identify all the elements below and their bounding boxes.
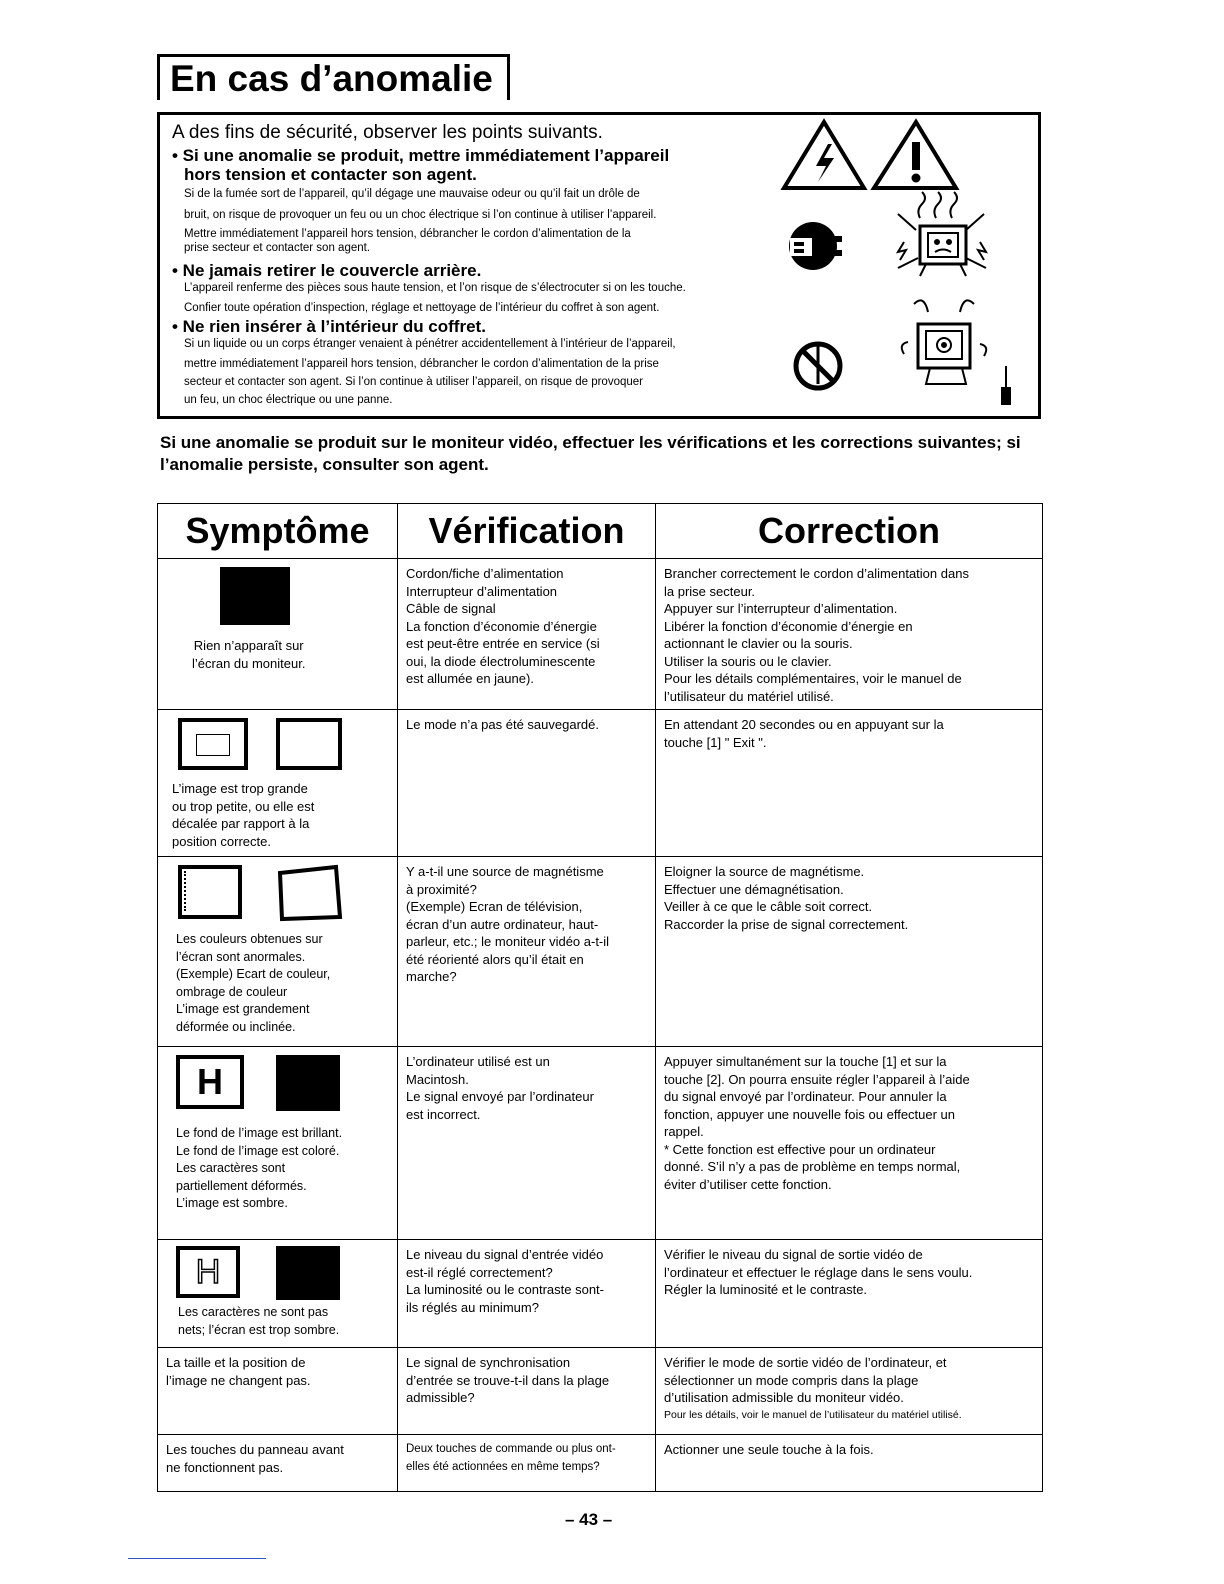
table-row [158,1348,1043,1435]
correction-cell [656,857,1043,1047]
verification-cell [398,857,656,1047]
warning-1-body-line: Mettre immédiatement l’appareil hors tension, débrancher le cordon d’alimentation de la [184,228,631,240]
caution-warning-icon [874,122,956,188]
verification-text: Le mode n’a pas été sauvegardé. [406,717,599,732]
warning-1-body-line: Si de la fumée sort de l’appareil, qu’il dégage une mauvaise odeur ou qu’il fait un drôle de [184,188,640,200]
symptom-cell [158,559,398,710]
verification-cell [398,1348,656,1435]
warning-1-body-line: prise secteur et contacter son agent. [184,242,371,254]
warning-2-heading: • Ne jamais retirer le couvercle arrière. [172,261,482,280]
tilted-image-screen-icon [274,863,344,923]
black-screen-icon [220,567,290,625]
warning-3-heading: • Ne rien insérer à l’intérieur du coffret. [172,317,486,336]
troubleshooting-table [157,503,1043,1492]
symptom-cell [158,1240,398,1348]
smoking-monitor-icon [898,192,986,276]
blurry-characters-h-icon: H [176,1246,240,1298]
safety-intro: A des fins de sécurité, observer les points suivants. [172,122,603,143]
table-row [158,1047,1043,1240]
page-title: En cas d’anomalie [170,58,493,99]
symptom-text: Les couleurs obtenues sur l’écran sont anormales. (Exemple) Ecart de couleur, ombrage de couleur L’image est grandement déformée ou inclinée. [176,932,331,1034]
symptom-text: L’image est trop grande ou trop petite, ou elle est décalée par rapport à la position correcte. [172,781,315,849]
bright-background-h-icon: H [176,1055,244,1109]
symptom-text: Les caractères ne sont pas nets; l’écran est trop sombre. [178,1305,340,1337]
table-row [158,710,1043,857]
symptom-cell [158,857,398,1047]
warning-3-body-line: secteur et contacter son agent. Si l’on continue à utiliser l’appareil, on risque de provoquer [184,376,643,388]
table-row [158,857,1043,1047]
correction-cell [656,559,1043,710]
column-header-symptom: Symptôme [158,504,398,559]
warning-1-body-line: bruit, on risque de provoquer un feu ou un choc électrique si l’on continue à utiliser l’appareil. [184,209,657,221]
verification-cell [398,1240,656,1348]
symptom-text: Les touches du panneau avant ne fonctionnent pas. [166,1442,344,1475]
symptom-cell [158,1435,398,1492]
correction-note: Pour les détails, voir le manuel de l’utilisateur du matériel utilisé. [664,1408,962,1421]
warning-1-heading: • Si une anomalie se produit, mettre immédiatement l’appareil [172,146,670,165]
correction-text: Actionner une seule touche à la fois. [664,1442,874,1457]
symptom-cell [158,710,398,857]
page-number: – 43 – [565,1510,613,1529]
high-voltage-warning-icon [784,122,864,188]
correction-cell [656,1240,1043,1348]
column-header-correction: Correction [656,504,1043,559]
verification-cell [398,1435,656,1492]
correction-text: Appuyer simultanément sur la touche [1] et sur la touche [2]. On pourra ensuite régler l’appareil à l’aide du signal envoyé par l’ordinateur. Pour annuler la fonction, appuyer une nouvelle fois ou effectuer un rappel. * Cette fonction est effective pour un ordinateur donné. S’il n’y a pas de problème en temps normal, éviter d’utiliser cette fonction. [664,1054,970,1192]
prohibited-screwdriver-icon [796,344,840,388]
symptom-cell [158,1348,398,1435]
table-header-row [158,504,1043,559]
small-image-screen-icon [178,718,248,770]
verification-text: Le niveau du signal d’entrée vidéo est-il réglé correctement? La luminosité ou le contraste sont- ils réglés au minimum? [406,1247,604,1315]
footer-divider [128,1558,266,1559]
symptom-cell [158,1047,398,1240]
color-shading-screen-icon [178,865,242,919]
symptom-text: La taille et la position de l’image ne changent pas. [166,1355,311,1388]
safety-illustrations [780,118,1038,416]
table-row [158,1240,1043,1348]
correction-cell [656,1348,1043,1435]
verification-text: L’ordinateur utilisé est un Macintosh. Le signal envoyé par l’ordinateur est incorrect. [406,1054,594,1122]
verification-text: Cordon/fiche d’alimentation Interrupteur d’alimentation Câble de signal La fonction d’économie d’énergie est peut-être entrée en service (si oui, la diode électroluminescente est allumée en jaune). [406,566,600,686]
table-row [158,1435,1043,1492]
correction-cell [656,710,1043,857]
verification-text: Le signal de synchronisation d’entrée se trouve-t-il dans la plage admissible? [406,1355,610,1405]
correction-cell [656,1435,1043,1492]
correction-text: Vérifier le mode de sortie vidéo de l’ordinateur, et sélectionner un mode compris dans la plage d’utilisation admissible du moniteur vidéo. [664,1355,947,1405]
correction-text: En attendant 20 secondes ou en appuyant sur la touche [1] " Exit ". [664,717,944,750]
verification-cell [398,1047,656,1240]
correction-text: Brancher correctement le cordon d’alimentation dans la prise secteur. Appuyer sur l’interrupteur d’alimentation. Libérer la fonction d’économie d’énergie en actionnant le clavier ou la souris. Utiliser la souris ou le clavier. Pour les détails complémentaires, voir le manuel de l’utilisateur du matériel utilisé. [664,566,969,704]
warning-3-body-line: Si un liquide ou un corps étranger venaient à pénétrer accidentellement à l’intérieur de l’appareil, [184,338,676,350]
verification-cell [398,559,656,710]
dark-screen-icon [276,1055,340,1111]
correction-text: Eloigner la source de magnétisme. Effectuer une démagnétisation. Veiller à ce que le câble soit correct. Raccorder la prise de signal correctement. [664,864,909,932]
correction-text: Vérifier le niveau du signal de sortie vidéo de l’ordinateur et effectuer le réglage dans le sens voulu. Régler la luminosité et le contraste. [664,1247,973,1297]
symptom-text: Le fond de l’image est brillant. Le fond de l’image est coloré. Les caractères sont partiellement déformés. L’image est sombre. [176,1126,343,1210]
verification-cell [398,710,656,857]
large-image-screen-icon [276,718,342,770]
table-row [158,559,1043,710]
verification-text: Y a-t-il une source de magnétisme à proximité? (Exemple) Ecran de télévision, écran d’un autre ordinateur, haut- parleur, etc.; le moniteur vidéo a-t-il été réorienté alors qu’il était en marche? [406,864,610,984]
correction-cell [656,1047,1043,1240]
warning-2-body-line: Confier toute opération d’inspection, réglage et nettoyage de l’intérieur du coffret à son agent. [184,302,660,314]
warning-3-body-line: un feu, un choc électrique ou une panne. [184,394,393,406]
monitor-probe-icon [902,300,1010,404]
unplug-icon [789,222,842,270]
column-header-verification: Vérification [398,504,656,559]
symptom-text: Rien n’apparaît sur l’écran du moniteur. [192,638,306,671]
warning-3-body-line: mettre immédiatement l’appareil hors tension, débrancher le cordon d’alimentation de la prise [184,358,659,370]
advisory-text: Si une anomalie se produit sur le moniteur vidéo, effectuer les vérifications et les corrections suivantes; si l’anomalie persiste, consulter son agent. [160,433,1021,474]
warning-2-body-line: L’appareil renferme des pièces sous haute tension, et l’on risque de s’électrocuter si on les touche. [184,282,686,294]
dark-screen-icon [276,1246,340,1300]
warning-1-heading-cont: hors tension et contacter son agent. [184,165,477,184]
verification-text: Deux touches de commande ou plus ont- elles été actionnées en même temps? [406,1443,616,1473]
